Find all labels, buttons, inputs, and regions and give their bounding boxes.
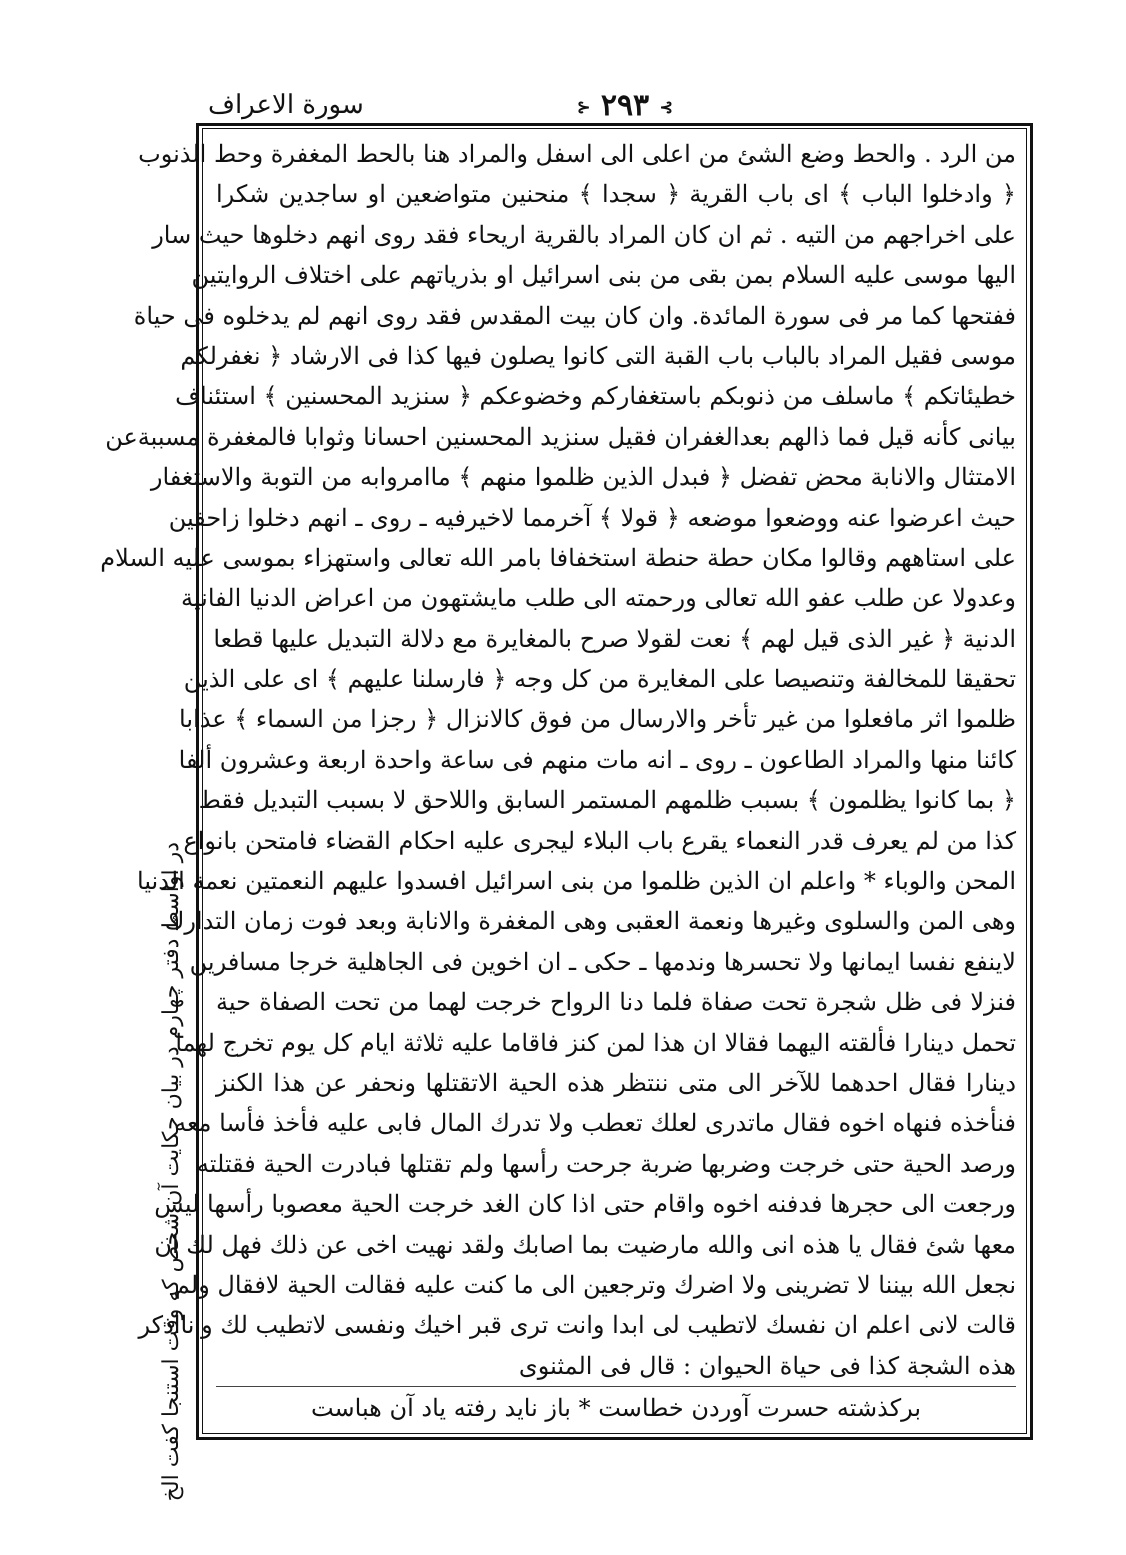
text-line: فنأخذه فنهاه اخوه فقال ماتدرى لعلك تعطب ولا تدرك المال فابى عليه فأخذ فأسا معه: [174, 1109, 1016, 1138]
text-line: لاينفع نفسا ايمانها ولا تحسرها وندمها ـ حكى ـ ان اخوين فى الجاهلية خرجا مسافرين: [189, 947, 1016, 976]
text-line: دينارا فقال احدهما للآخر الى متى ننتظر هذه الحية الاتقتلها ونحفر عن هذا الكنز: [216, 1068, 1016, 1097]
text-line: المحن والوباء * واعلم ان الذين ظلموا من بنى اسرائيل افسدوا عليهم النعمتين نعمة الدنيا: [137, 867, 1016, 896]
text-line: تحمل دينارا فألقته اليهما فقالا ان هذا لمن كنز فاقاما عليه ثلاثة ايام كل يوم تخرج لهما: [175, 1028, 1016, 1057]
text-line: قالت لانى اعلم ان نفسك لاتطيب لى ابدا وانت ترى قبر اخيك ونفسى لاتطيب لك وانااذكر: [138, 1311, 1016, 1340]
margin-note-text: در اواسط دفتر چهارم در بيان حكايت آن شخص كه وقت استنجا كفت الخ: [159, 842, 184, 1502]
page-header: [200, 88, 1036, 124]
text-line: معها شئ فقال يا هذه انى والله مارضيت بما اصابك ولقد نهيت اخى عن ذلك فهل لك ان: [154, 1230, 1016, 1259]
text-line: ﴿ وادخلوا الباب ﴾ اى باب القرية ﴿ سجدا ﴾ منحنين متواضعين او ساجدين شكرا: [216, 180, 1016, 209]
ornament-right-icon: ⊰: [659, 97, 674, 117]
ornament-left-icon: ⊱: [576, 97, 591, 117]
text-line: كائنا منها والمراد الطاعون ـ روى ـ انه مات منهم فى ساعة واحدة اربعة وعشرون ألفا: [178, 745, 1016, 774]
text-line: ﴿ بما كانوا يظلمون ﴾ بسبب ظلمهم المستمر السابق واللاحق لا بسبب التبديل فقط: [198, 786, 1016, 815]
text-line: وهى المن والسلوى وغيرها ونعمة العقبى وهى المغفرة والانابة وبعد فوت زمان التدارك: [164, 907, 1016, 936]
margin-note: [152, 842, 192, 1502]
text-line: من الرد . والحط وضع الشئ من اعلى الى اسفل والمراد هنا بالحط المغفرة وحط الذنوب: [138, 140, 1016, 168]
text-line: اليها موسى عليه السلام بمن بقى من بنى اسرائيل او بذرياتهم على اختلاف الروايتين: [191, 261, 1016, 290]
text-line: حيث اعرضوا عنه ووضعوا موضعه ﴿ قولا ﴾ آخرمما لاخيرفيه ـ روى ـ انهم دخلوا زاحفين: [168, 503, 1016, 532]
surah-title: سورة الاعراف: [208, 90, 364, 120]
text-line: بيانى كأنه قيل فما ذالهم بعدالغفران فقيل سنزيد المحسنين احسانا وثوابا فالمغفرة مسببةعن: [105, 422, 1016, 451]
text-line: وعدولا عن طلب عفو الله تعالى ورحمته الى طلب مايشتهون من اعراض الدنيا الفانية: [181, 584, 1016, 613]
text-line-last: هذه الشجة كذا فى حياة الحيوان : قال فى المثنوى: [518, 1351, 1016, 1380]
text-line: ورجعت الى حجرها فدفنه اخوه واقام حتى اذا كان الغد خرجت الحية معصوبا رأسها ليس: [154, 1190, 1016, 1219]
text-line: فنزلا فى ظل شجرة تحت صفاة فلما دنا الرواح خرجت لهما من تحت الصفاة حية: [216, 988, 1016, 1017]
text-line: الدنية ﴿ غير الذى قيل لهم ﴾ نعت لقولا صرح بالمغايرة مع دلالة التبديل عليها قطعا: [213, 624, 1016, 653]
text-line: ففتحها كما مر فى سورة المائدة. وان كان بيت المقدس فقد روى انهم لم يدخلوه فى حياة: [133, 301, 1016, 330]
text-line: على استاههم وقالوا مكان حطة حنطة استخفافا بامر الله تعالى واستهزاء بموسى عليه السلام: [100, 543, 1016, 572]
page-number-ornament: [550, 88, 700, 123]
text-line: على اخراجهم من التيه . ثم ان كان المراد بالقرية اريحاء فقد روى انهم دخلوها حيث سار: [152, 220, 1016, 249]
text-line: نجعل الله بيننا لا تضرينى ولا اضرك وترجعين الى ما كنت عليه فقالت الحية لافقال ولم: [174, 1270, 1016, 1299]
text-line: الامتثال والانابة محض تفضل ﴿ فبدل الذين ظلموا منهم ﴾ ماامروابه من التوبة والاستغفار: [150, 463, 1016, 492]
text-line: كذا من لم يعرف قدر النعماء يقرع باب البلاء ليجرى عليه احكام القضاء فامتحن بانواع: [183, 826, 1016, 855]
text-line: تحقيقا للمخالفة وتنصيصا على المغايرة من كل وجه ﴿ فارسلنا عليهم ﴾ اى على الذين: [183, 665, 1016, 694]
page-number: ۲۹۳: [600, 88, 650, 123]
text-line: ورصد الحية حتى خرجت وضربها ضربة جرحت رأسها ولم تقتلها فبادرت الحية فقتلته: [196, 1149, 1016, 1178]
text-line: موسى فقيل المراد بالباب باب القبة التى كانوا يصلون فيها كذا فى الارشاد ﴿ نغفرلكم: [180, 341, 1016, 370]
text-line: ظلموا اثر مافعلوا من غير تأخر والارسال من فوق كالانزال ﴿ رجزا من السماء ﴾ عذابا: [179, 705, 1016, 734]
text-line: خطيئاتكم ﴾ ماسلف من ذنوبكم باستغفاركم وخضوعكم ﴿ سنزيد المحسنين ﴾ استئناف: [175, 382, 1016, 411]
poetry-verse: بركذشته حسرت آوردن خطاست * باز نايد رفته ياد آن هباست: [216, 1386, 1016, 1429]
